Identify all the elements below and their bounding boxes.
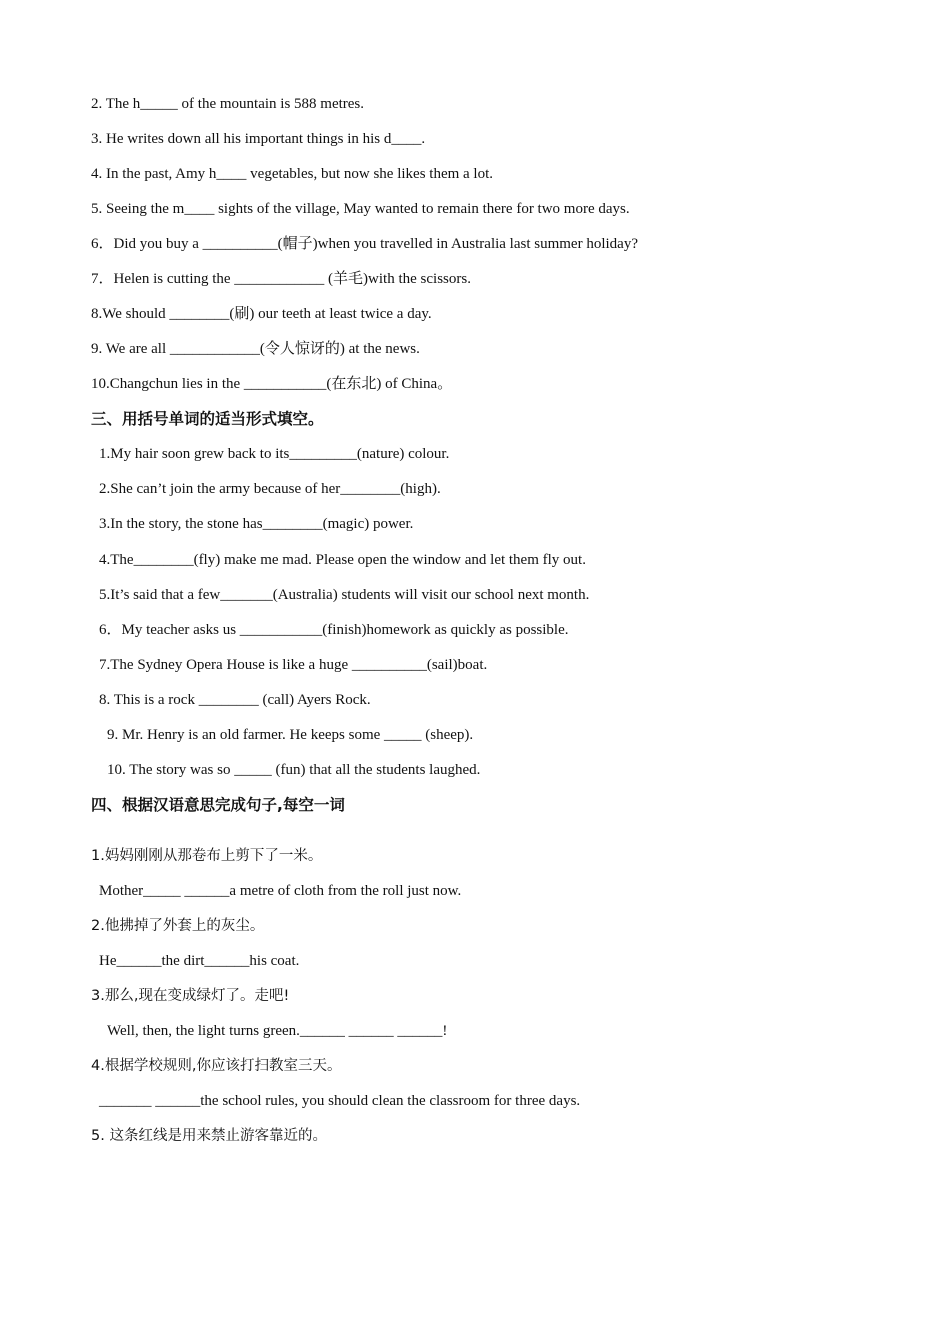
- exercise-4-item-1-chinese: 1.妈妈刚刚从那卷布上剪下了一米。: [91, 848, 323, 864]
- exercise-4-item-2-english: He______the dirt______his coat.: [99, 953, 300, 969]
- exercise-2-item-5: 5. Seeing the m____ sights of the village, May wanted to remain there for two more days.: [91, 201, 630, 217]
- exercise-4-item-3-chinese: 3.那么,现在变成绿灯了。走吧!: [91, 988, 290, 1004]
- exercise-3-item-6: 6．My teacher asks us ___________(finish)homework as quickly as possible.: [99, 622, 569, 638]
- exercise-3-item-7: 7.The Sydney Opera House is like a huge __________(sail)boat.: [99, 657, 488, 673]
- exercise-2-item-6: 6．Did you buy a __________(帽子)when you travelled in Australia last summer holiday?: [91, 236, 638, 252]
- section-4-heading: 四、根据汉语意思完成句子,每空一词: [91, 796, 345, 814]
- exercise-3-item-4: 4.The________(fly) make me mad. Please open the window and let them fly out.: [99, 552, 586, 568]
- exercise-2-item-7: 7．Helen is cutting the ____________ (羊毛)with the scissors.: [91, 271, 471, 287]
- exercise-4-item-1-english: Mother_____ ______a metre of cloth from the roll just now.: [99, 883, 462, 899]
- exercise-2-item-10: 10.Changchun lies in the ___________(在东北) of China。: [91, 376, 453, 392]
- section-3-heading: 三、用括号单词的适当形式填空。: [91, 410, 324, 428]
- exercise-4-item-3-english: Well, then, the light turns green.______ ______ ______!: [107, 1023, 448, 1039]
- exercise-3-item-1: 1.My hair soon grew back to its_________(nature) colour.: [99, 446, 450, 462]
- exercise-4-item-2-chinese: 2.他拂掉了外套上的灰尘。: [91, 918, 265, 934]
- exercise-3-item-2: 2.She can’t join the army because of her________(high).: [99, 481, 441, 497]
- exercise-3-item-3: 3.In the story, the stone has________(magic) power.: [99, 516, 414, 532]
- exercise-4-item-4-english: _______ ______the school rules, you should clean the classroom for three days.: [99, 1093, 581, 1109]
- exercise-3-item-8: 8. This is a rock ________ (call) Ayers Rock.: [99, 692, 371, 708]
- exercise-3-item-10: 10. The story was so _____ (fun) that all the students laughed.: [107, 762, 481, 778]
- exercise-4-item-4-chinese: 4.根据学校规则,你应该打扫教室三天。: [91, 1058, 342, 1074]
- exercise-3-item-9: 9. Mr. Henry is an old farmer. He keeps some _____ (sheep).: [107, 727, 474, 743]
- exercise-2-item-3: 3. He writes down all his important things in his d____.: [91, 131, 426, 147]
- exercise-2-item-8: 8.We should ________(刷) our teeth at least twice a day.: [91, 306, 432, 322]
- exercise-2-item-2: 2. The h_____ of the mountain is 588 metres.: [91, 96, 365, 112]
- exercise-4-item-5-chinese: 5. 这条红线是用来禁止游客靠近的。: [91, 1128, 327, 1144]
- exercise-3-item-5: 5.It’s said that a few_______(Australia) students will visit our school next month.: [99, 587, 590, 603]
- exercise-2-item-4: 4. In the past, Amy h____ vegetables, but now she likes them a lot.: [91, 166, 494, 182]
- exercise-2-item-9: 9. We are all ____________(令人惊讶的) at the news.: [91, 341, 420, 357]
